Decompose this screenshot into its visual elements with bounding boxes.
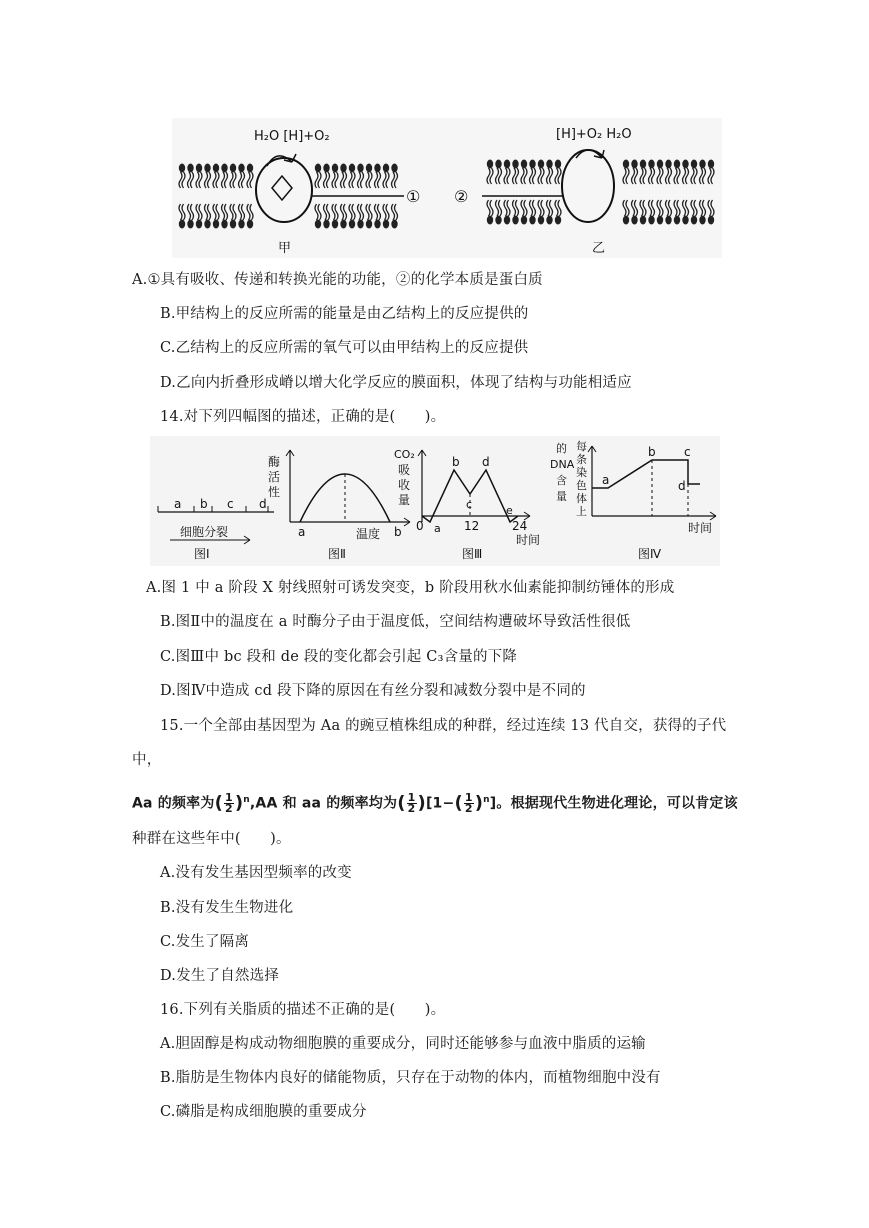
fig4-ylabel-col2-3: 染: [576, 466, 587, 479]
q14-option-b: B.图Ⅱ中的温度在 a 时酶分子由于温度低，空间结构遭破坏导致活性很低: [160, 614, 631, 630]
q16-stem: 16.下列有关脂质的描述不正确的是( )。: [160, 1002, 446, 1018]
fig1-caption: 图Ⅰ: [194, 547, 210, 561]
q15-stem-line2: 中，: [132, 752, 162, 768]
fig3-b: b: [452, 455, 460, 469]
q16-option-b: B.脂肪是生物体内良好的储能物质，只存在于动物的体内，而植物细胞中没有: [160, 1070, 661, 1086]
fig3-tick-12: 12: [464, 519, 480, 533]
yi-top-labels: [H]+O₂ H₂O: [556, 127, 632, 142]
q14-stem: 14.对下列四幅图的描述，正确的是( )。: [160, 409, 446, 425]
fig4-b: b: [648, 445, 656, 459]
q13-option-c: C.乙结构上的反应所需的氧气可以由甲结构上的反应提供: [160, 340, 529, 356]
fig4-c: c: [684, 445, 691, 459]
fraction-3: $\frac{1}{2}$: [464, 791, 473, 816]
q14-diagrams: [150, 436, 720, 566]
fig3-ylabel-4: 量: [398, 493, 411, 507]
fig4-ylabel-col2-1: 每: [576, 440, 587, 453]
q14-figures: [150, 436, 720, 566]
fig3-d: d: [482, 455, 490, 469]
protein-jia: [256, 158, 312, 222]
q13-option-a: A.①具有吸收、传递和转换光能的功能，②的化学本质是蛋白质: [132, 272, 543, 288]
fig3-ylabel-2: 吸: [398, 463, 411, 477]
fig4-ylabel-col2-6: 上: [576, 505, 587, 518]
protein-yi: [562, 150, 614, 222]
q14-option-c: C.图Ⅲ中 bc 段和 de 段的变化都会引起 C₃含量的下降: [160, 649, 518, 665]
fig4-ylabel-col1-3: 含: [556, 474, 567, 487]
fig4-ylabel-col2-2: 条: [576, 453, 587, 466]
fig3-ylabel-1: CO₂: [394, 448, 415, 461]
q15-option-d: D.发生了自然选择: [160, 968, 280, 984]
formula-part-c: ,AA 和 aa 的频率均为: [249, 795, 398, 812]
q13-option-d: D.乙向内折叠形成嵴以增大化学反应的膜面积，体现了结构与功能相适应: [160, 375, 632, 391]
fig4-ylabel-col1-4: 量: [556, 490, 567, 503]
fig4-caption: 图Ⅳ: [638, 547, 662, 561]
formula-part-a: Aa 的频率为: [132, 795, 215, 812]
q15-stem-line1: 15.一个全部由基因型为 Aa 的豌豆植株组成的种群，经过连续 13 代自交，获得的子代: [160, 718, 727, 734]
fig2-a: a: [298, 525, 306, 539]
fig4-a: a: [602, 473, 610, 487]
q15-option-a: A.没有发生基因型频率的改变: [160, 865, 352, 881]
fig1-c: c: [227, 497, 234, 511]
fig3-tick-0: 0: [416, 519, 424, 533]
q14-option-d: D.图Ⅳ中造成 cd 段下降的原因在有丝分裂和减数分裂中是不同的: [160, 683, 586, 699]
formula-part-f: ]。根据现代生物进化理论，可以肯定该: [489, 795, 738, 812]
fig4-ylabel-col1-2: DNA: [550, 458, 575, 471]
fig2-caption: 图Ⅱ: [328, 547, 346, 561]
q14-option-a: A.图 1 中 a 阶段 X 射线照射可诱发突变，b 阶段用秋水仙素能抑制纺锤体的形成: [146, 580, 675, 596]
fraction-2: $\frac{1}{2}$: [407, 791, 416, 816]
q16-option-a: A.胆固醇是构成动物细胞膜的重要成分，同时还能够参与血液中脂质的运输: [160, 1036, 646, 1052]
fig2-ylabel-2: 活: [268, 470, 281, 484]
label-jia: 甲: [278, 241, 292, 256]
fig4-ylabel-col2-4: 色: [576, 479, 587, 492]
fig1-a: a: [174, 497, 182, 511]
q15-formula: Aa 的频率为( $\frac{1}{2}$ )$^n$,AA 和 aa 的频率均为( $\frac{1}{2}$ )[1−( $\frac{1}{2}$ )$^n$]。根据现代生物进化理论，可以肯定该: [132, 791, 738, 816]
fig3-e: e: [506, 504, 513, 517]
fig3-a: a: [434, 522, 441, 535]
fig1-d: d: [259, 497, 267, 511]
fraction-1: $\frac{1}{2}$: [225, 791, 233, 816]
q15-option-b: B.没有发生生物进化: [160, 900, 294, 916]
fig1-b: b: [200, 497, 208, 511]
fig4-ylabel-col1-1: 的: [556, 442, 567, 455]
fig3-caption: 图Ⅲ: [462, 547, 483, 561]
q15-option-c: C.发生了隔离: [160, 934, 250, 950]
fig2-xlabel: 温度: [356, 527, 381, 541]
fig2-b: b: [394, 525, 402, 539]
fig4-xlabel: 时间: [688, 521, 713, 535]
fig3-c: c: [466, 498, 473, 511]
label-yi: 乙: [592, 241, 606, 256]
membrane-diagram: [172, 118, 722, 258]
membrane-figure: [172, 118, 722, 258]
jia-top-labels: H₂O [H]+O₂: [254, 129, 330, 144]
q15-stem-line3: 种群在这些年中( )。: [132, 831, 291, 847]
fig3-xlabel: 时间: [516, 533, 541, 547]
fig3-ylabel-3: 收: [398, 478, 411, 492]
fig2-ylabel-3: 性: [268, 485, 281, 499]
q13-option-b: B.甲结构上的反应所需的能量是由乙结构上的反应提供的: [160, 306, 529, 322]
fig2-ylabel-1: 酶: [268, 455, 281, 469]
fig4-d: d: [678, 479, 686, 493]
fig3-tick-24: 24: [512, 519, 528, 533]
label-1: ①: [406, 187, 421, 206]
q16-option-c: C.磷脂是构成细胞膜的重要成分: [160, 1104, 367, 1120]
fig1-xlabel: 细胞分裂: [180, 525, 229, 539]
fig4-ylabel-col2-5: 体: [576, 492, 587, 505]
label-2: ②: [454, 187, 469, 206]
